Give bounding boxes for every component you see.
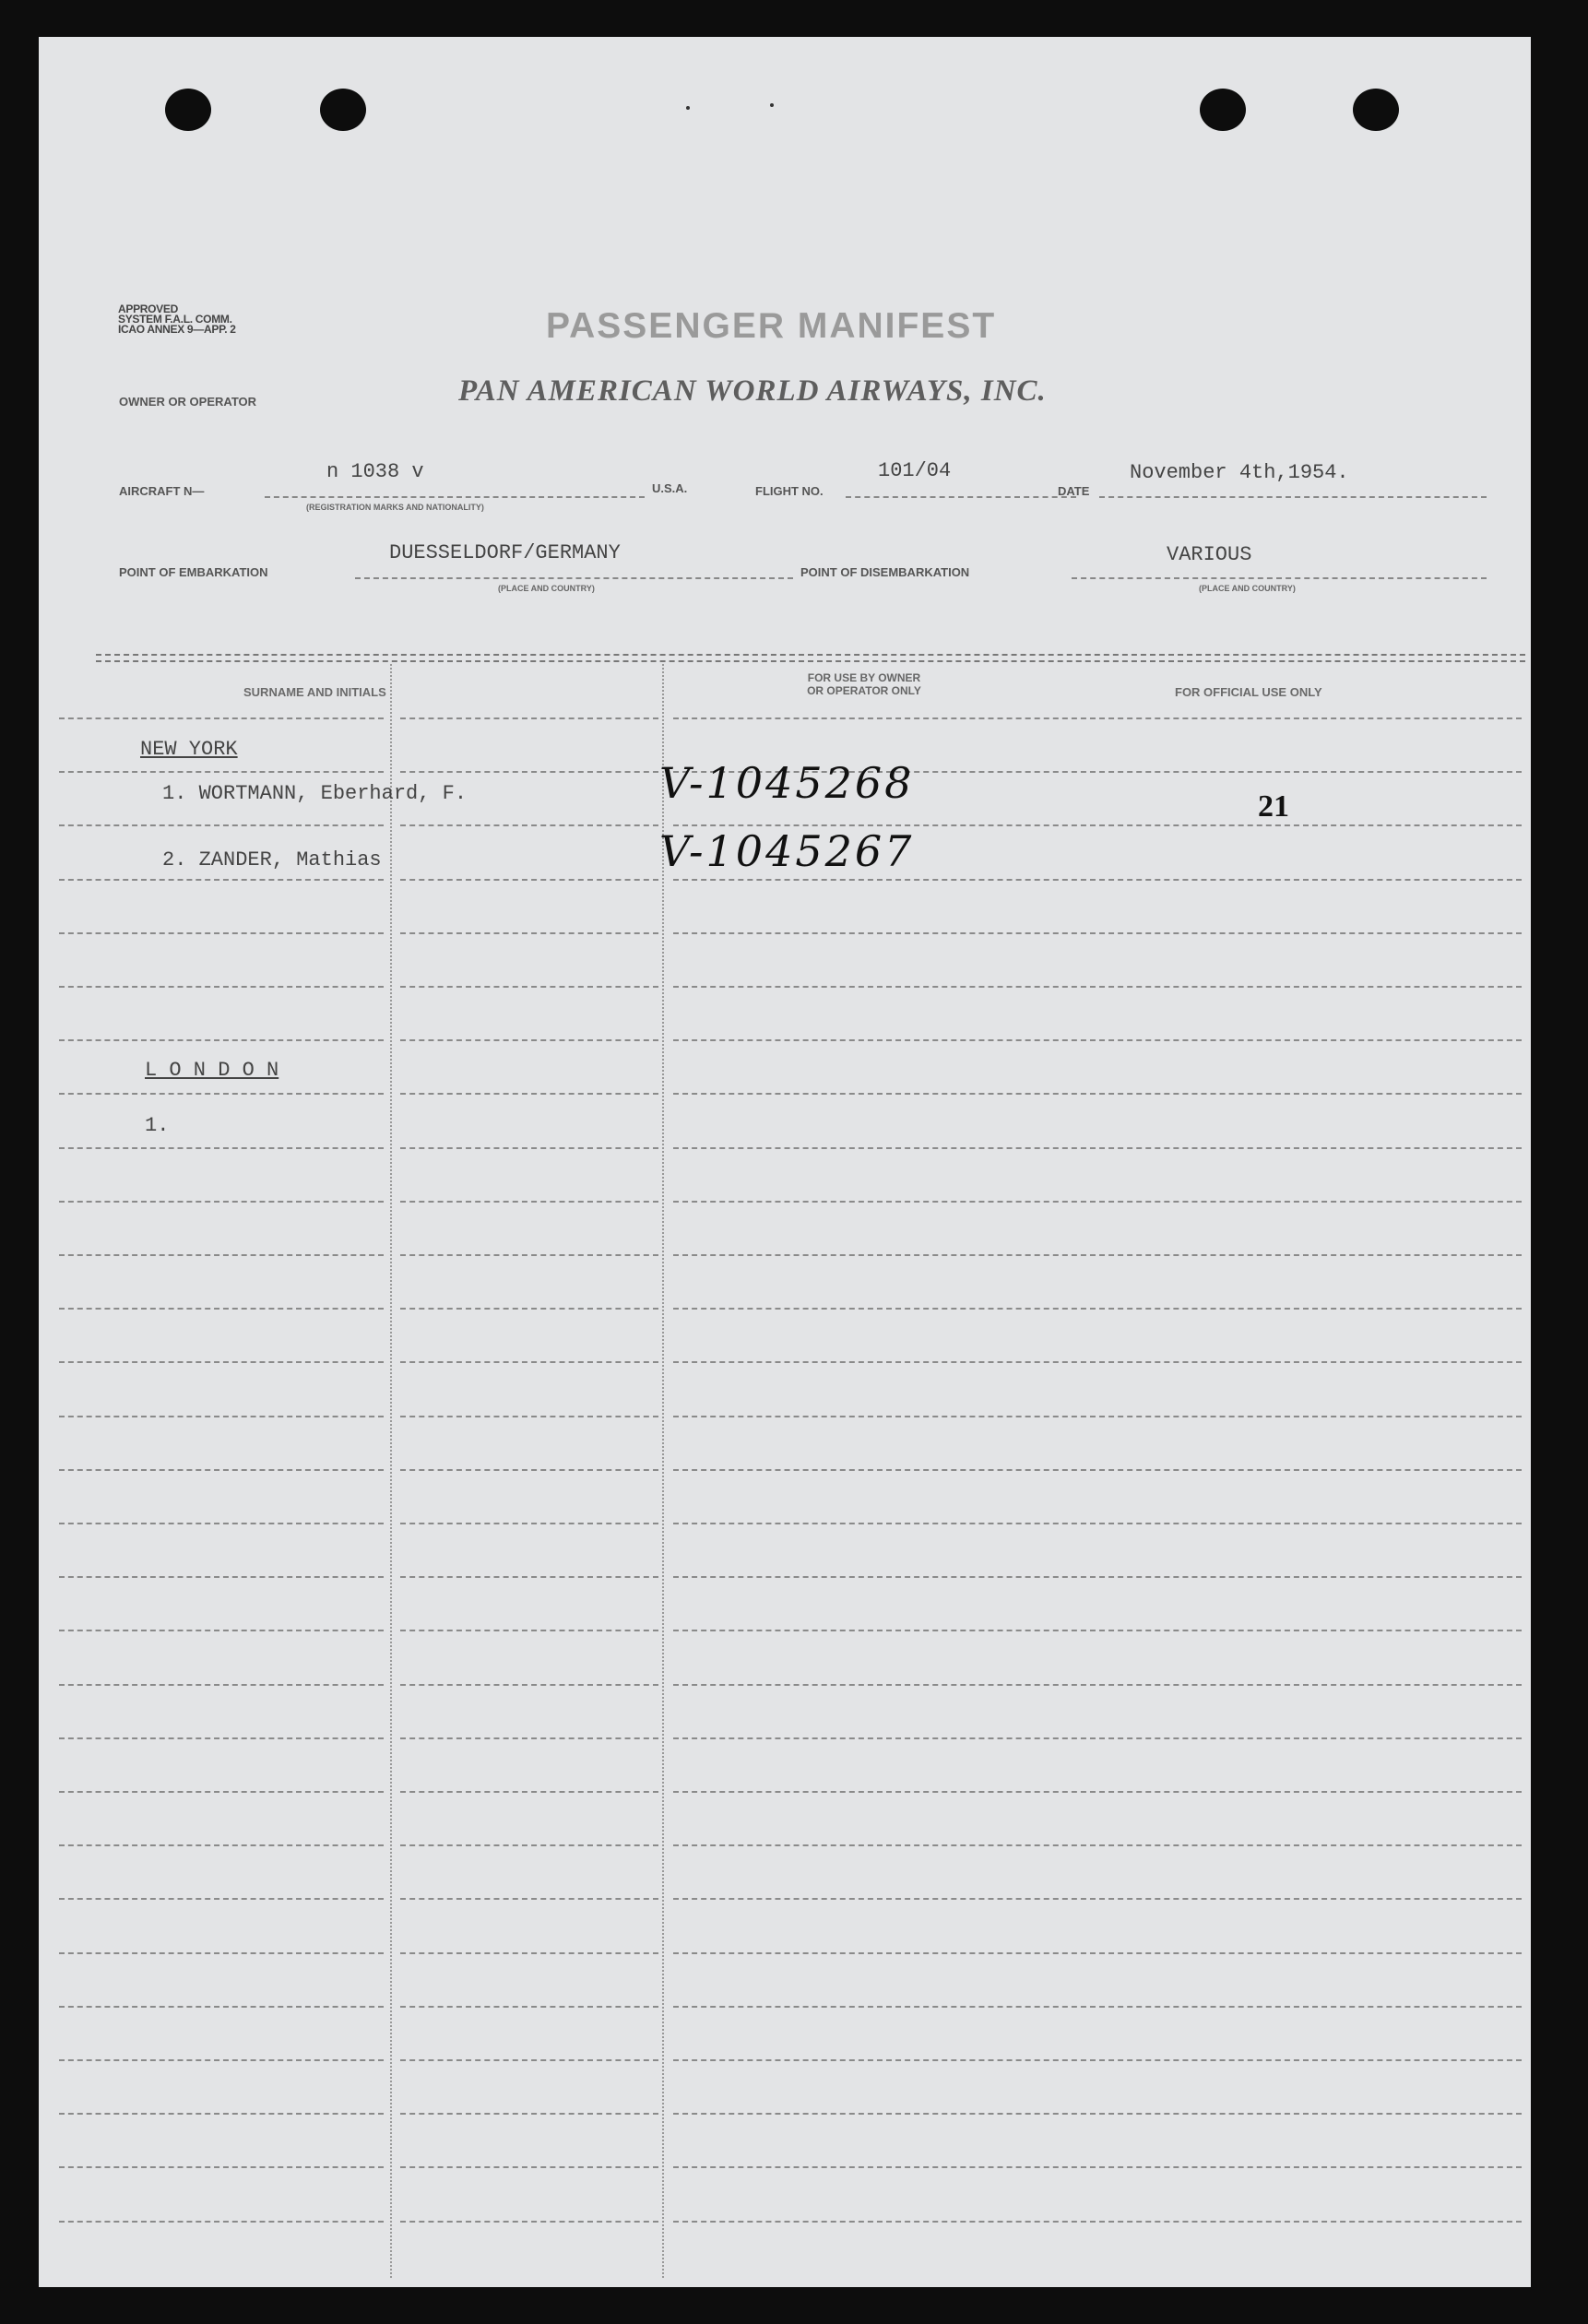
ruled-line [400, 879, 658, 881]
place-caption: (PLACE AND COUNTRY) [1199, 584, 1296, 593]
ruled-line [59, 1791, 384, 1793]
ruled-line [59, 1254, 384, 1256]
destination-heading: L O N D O N [145, 1059, 279, 1082]
ruled-line [59, 2006, 384, 2008]
ticket-number: V-1045268 [659, 758, 915, 808]
ruled-line [673, 2113, 1522, 2115]
punch-hole [320, 89, 366, 131]
approval-line: ICAO ANNEX 9—APP. 2 [118, 323, 236, 336]
disembarkation-label: POINT OF DISEMBARKATION [800, 565, 970, 579]
ruled-line [59, 717, 384, 719]
ruled-line [400, 986, 658, 988]
ruled-line [673, 1737, 1522, 1739]
ruled-line [59, 1039, 384, 1041]
ruled-line [59, 2113, 384, 2115]
ruled-line [59, 1684, 384, 1686]
airline-name: PAN AMERICAN WORLD AIRWAYS, INC. [458, 374, 1047, 408]
ruled-line [400, 1416, 658, 1417]
column-header-surname: SURNAME AND INITIALS [243, 685, 386, 699]
ruled-line [673, 1898, 1522, 1900]
approval-line: SYSTEM F.A.L. COMM. [118, 313, 232, 326]
ruled-line [59, 2059, 384, 2061]
ruled-line [59, 986, 384, 988]
ruled-line [400, 717, 658, 719]
ruled-line [59, 1201, 384, 1203]
ruled-line [673, 932, 1522, 934]
column-divider [390, 664, 392, 2278]
ruled-line [673, 717, 1522, 719]
ruled-line [400, 1523, 658, 1524]
flight-label: FLIGHT NO. [755, 484, 824, 498]
column-header-line: OR OPERATOR ONLY [807, 684, 921, 697]
ruled-line [400, 1361, 658, 1363]
ruled-line [673, 2006, 1522, 2008]
ruled-line [673, 1308, 1522, 1310]
ruled-line [400, 1791, 658, 1793]
nationality-label: U.S.A. [652, 481, 688, 495]
ruled-line [59, 2166, 384, 2168]
approval-line: APPROVED [118, 302, 178, 315]
column-header-owner-use [749, 671, 979, 697]
punch-hole [165, 89, 211, 131]
ruled-line [59, 1523, 384, 1524]
ruled-line [673, 2166, 1522, 2168]
ruled-line [673, 1523, 1522, 1524]
ruled-line [59, 824, 384, 826]
ruled-line [400, 932, 658, 934]
ruled-line [59, 2221, 384, 2223]
ruled-line [673, 1791, 1522, 1793]
ruled-line [400, 2113, 658, 2115]
ruled-line [59, 1416, 384, 1417]
ruled-line [673, 1254, 1522, 1256]
ruled-line [673, 879, 1522, 881]
ruled-line [673, 1093, 1522, 1095]
ruled-line [59, 1952, 384, 1954]
ruled-line [673, 1361, 1522, 1363]
destination-heading: NEW YORK [140, 738, 238, 761]
embarkation-field-line [355, 577, 793, 579]
ruled-line [59, 1898, 384, 1900]
passenger-name: 2. ZANDER, Mathias [162, 848, 382, 872]
ruled-line [59, 879, 384, 881]
punch-hole [1200, 89, 1246, 131]
ruled-line [673, 1416, 1522, 1417]
manifest-page [39, 37, 1531, 2287]
passenger-name: 1. [145, 1114, 170, 1137]
ruled-line [400, 2221, 658, 2223]
ruled-line [59, 1147, 384, 1149]
ruled-line [400, 1093, 658, 1095]
ruled-line [400, 1898, 658, 1900]
ruled-line [400, 2006, 658, 2008]
ruled-line [400, 1684, 658, 1686]
official-mark: 21 [1258, 789, 1289, 824]
punch-hole [1353, 89, 1399, 131]
ruled-line [673, 1684, 1522, 1686]
ruled-line [59, 1093, 384, 1095]
ticket-number: V-1045267 [659, 826, 915, 876]
ruled-line [400, 1952, 658, 1954]
ruled-line [59, 1469, 384, 1471]
ruled-line [400, 2059, 658, 2061]
embarkation-value: DUESSELDORF/GERMANY [389, 541, 621, 564]
ruled-line [673, 1576, 1522, 1578]
ruled-line [59, 771, 384, 773]
ruled-line [673, 1201, 1522, 1203]
ruled-line [400, 771, 658, 773]
speck [686, 106, 690, 110]
date-value: November 4th,1954. [1130, 461, 1349, 484]
ruled-line [673, 1844, 1522, 1846]
page-title: PASSENGER MANIFEST [546, 306, 997, 346]
ruled-line [400, 1469, 658, 1471]
ruled-line [673, 1952, 1522, 1954]
ruled-line [673, 1469, 1522, 1471]
ruled-line [59, 932, 384, 934]
ruled-line [59, 1844, 384, 1846]
column-header-line: FOR USE BY OWNER [807, 671, 921, 684]
ruled-line [400, 1201, 658, 1203]
ruled-line [400, 1308, 658, 1310]
ruled-line [400, 1630, 658, 1631]
date-label: DATE [1058, 484, 1090, 498]
column-header-official: FOR OFFICIAL USE ONLY [1175, 685, 1322, 699]
ruled-line [400, 1576, 658, 1578]
ruled-line [400, 1039, 658, 1041]
aircraft-value: n 1038 v [326, 460, 424, 483]
approval-notice [118, 304, 236, 335]
flight-value: 101/04 [878, 459, 952, 482]
disembarkation-value: VARIOUS [1167, 543, 1252, 566]
ruled-line [400, 824, 658, 826]
table-top-rule [96, 660, 1525, 662]
ruled-line [673, 2221, 1522, 2223]
ruled-line [673, 1039, 1522, 1041]
owner-label: OWNER OR OPERATOR [119, 395, 257, 409]
registration-caption: (REGISTRATION MARKS AND NATIONALITY) [306, 503, 484, 512]
ruled-line [59, 1308, 384, 1310]
ruled-line [673, 1630, 1522, 1631]
ruled-line [59, 1737, 384, 1739]
disembarkation-field-line [1072, 577, 1487, 579]
aircraft-field-line [265, 496, 645, 498]
ruled-line [673, 2059, 1522, 2061]
embarkation-label: POINT OF EMBARKATION [119, 565, 268, 579]
table-top-rule [96, 654, 1525, 656]
speck [770, 103, 774, 107]
place-caption: (PLACE AND COUNTRY) [498, 584, 595, 593]
ruled-line [59, 1630, 384, 1631]
ruled-line [400, 2166, 658, 2168]
ruled-line [400, 1737, 658, 1739]
date-field-line [1099, 496, 1487, 498]
column-divider [662, 664, 664, 2278]
ruled-line [673, 1147, 1522, 1149]
ruled-line [59, 1361, 384, 1363]
ruled-line [400, 1254, 658, 1256]
passenger-name: 1. WORTMANN, Eberhard, F. [162, 782, 468, 805]
ruled-line [400, 1844, 658, 1846]
aircraft-label: AIRCRAFT N— [119, 484, 205, 498]
flight-field-line [846, 496, 1076, 498]
ruled-line [673, 986, 1522, 988]
ruled-line [400, 1147, 658, 1149]
ruled-line [59, 1576, 384, 1578]
